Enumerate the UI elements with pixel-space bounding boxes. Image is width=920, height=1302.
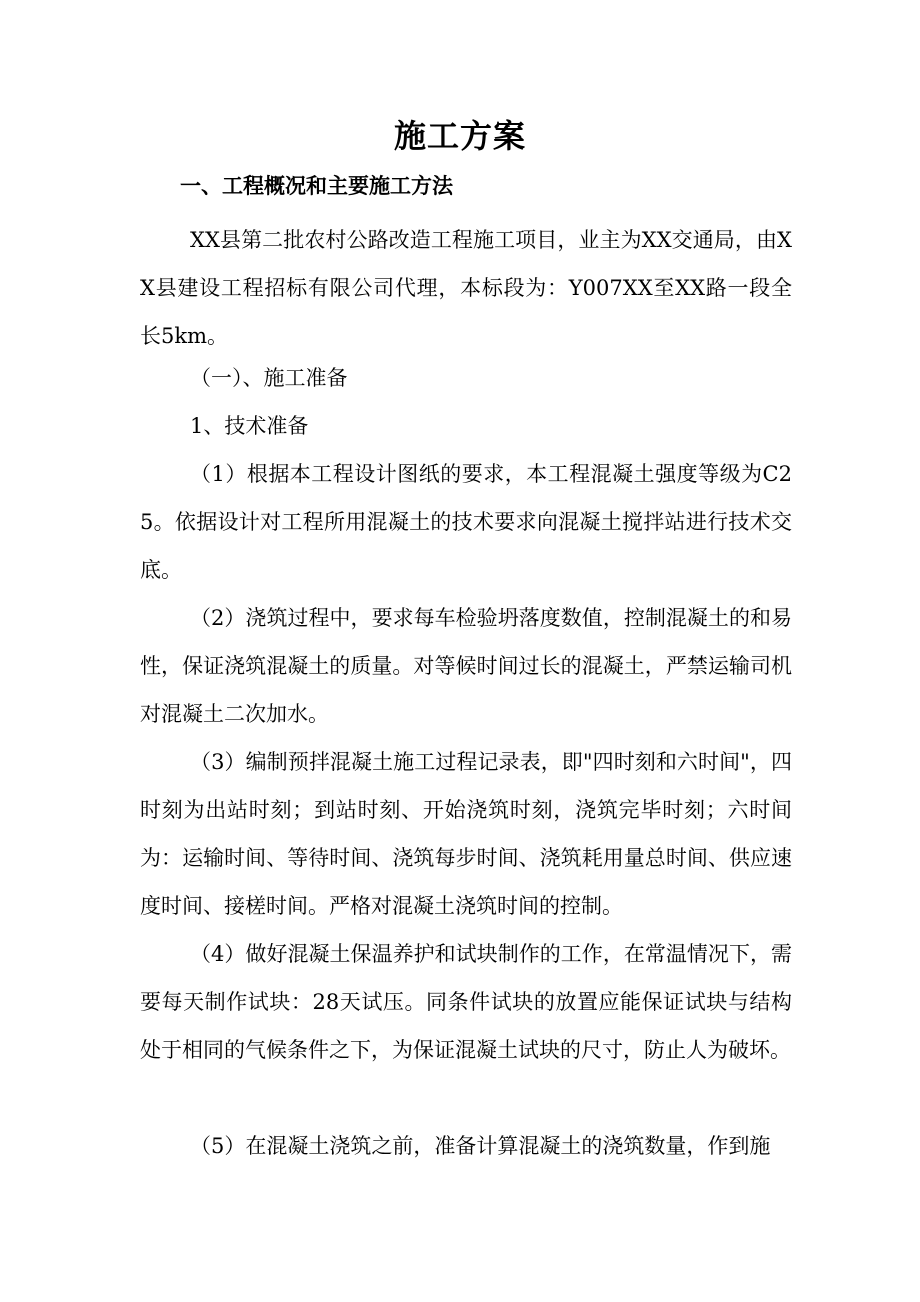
paragraph-2: （2）浇筑过程中，要求每车检验坍落度数值，控制混凝土的和易性，保证浇筑混凝土的质量。对等候时间过长的混凝土，严禁运输司机对混凝土二次加水。: [140, 606, 792, 726]
intro-paragraph: XX县第二批农村公路改造工程施工项目，业主为XX交通局，由XX县建设工程招标有限公司代理，本标段为：Y007XX至XX路一段全长5km。: [140, 228, 792, 348]
paragraph-1: （1）根据本工程设计图纸的要求，本工程混凝土强度等级为C25。依据设计对工程所用混凝土的技术要求向混凝土搅拌站进行技术交底。: [140, 462, 792, 582]
paragraph-3: （3）编制预拌混凝土施工过程记录表，即"四时刻和六时间"，四时刻为出站时刻；到站时刻、开始浇筑时刻，浇筑完毕时刻；六时间为：运输时间、等待时间、浇筑每步时间、浇筑耗用量总时间、供应速度时间、接槎时间。严格对混凝土浇筑时间的控制。: [140, 750, 792, 918]
subsection-heading: （一）、施工准备: [190, 366, 348, 390]
document-title: 施工方案: [393, 117, 526, 155]
paragraph-5: （5）在混凝土浇筑之前，准备计算混凝土的浇筑数量，作到施: [190, 1134, 771, 1158]
item-heading: 1、技术准备: [190, 414, 309, 438]
section-heading: 一、工程概况和主要施工方法: [180, 173, 453, 198]
paragraph-4: （4）做好混凝土保温养护和试块制作的工作，在常温情况下，需要每天制作试块：28天试压。同条件试块的放置应能保证试块与结构处于相同的气候条件之下，为保证混凝土试块的尺寸，防止人为破坏。: [140, 942, 792, 1062]
